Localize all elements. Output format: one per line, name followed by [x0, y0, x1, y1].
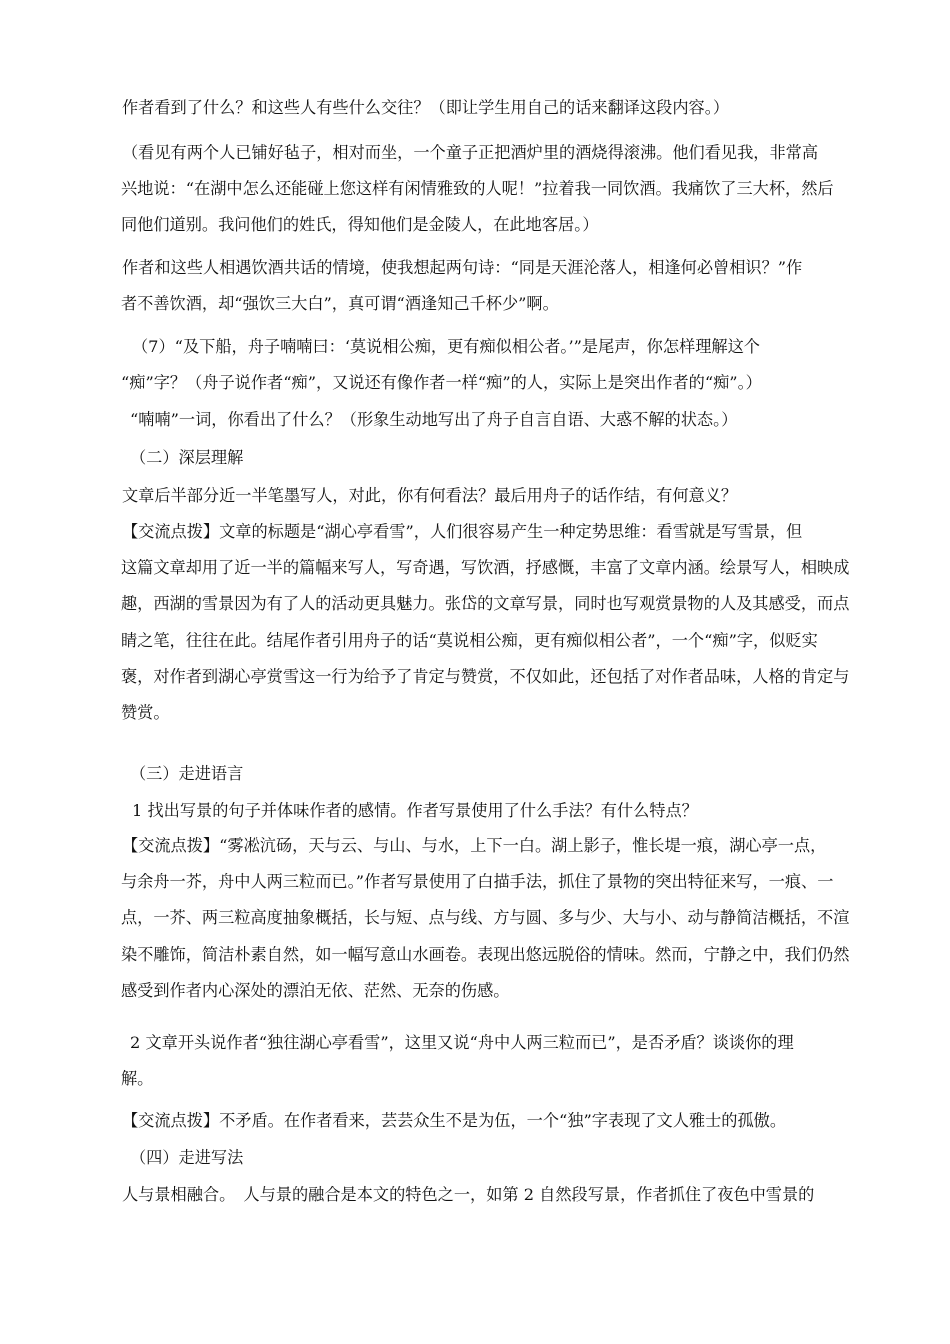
text-line: 2 文章开头说作者“独往湖心亭看雪”，这里又说“舟中人两三粒而已”，是否矛盾？谈谈你的理 — [130, 1033, 794, 1052]
section-heading — [0, 1140, 950, 1176]
text-line: 作者看到了什么？和这些人有些什么交往？（即让学生用自己的话来翻译这段内容。） — [122, 98, 730, 117]
text-line: （7）“及下船，舟子喃喃曰：‘莫说相公痴，更有痴似相公者。’”是尾声，你怎样理解这个 — [132, 337, 760, 356]
text-line: 感受到作者内心深处的漂泊无依、茫然、无奈的伤感。 — [121, 980, 510, 1000]
text-line: “喃喃”一词，你看出了什么？（形象生动地写出了舟子自言自语、大惑不解的状态。） — [130, 410, 738, 429]
paragraph — [0, 329, 950, 401]
section-heading — [0, 440, 950, 476]
text-line: （三）走进语言 — [130, 764, 244, 783]
text-line: （二）深层理解 — [130, 448, 244, 467]
text-line: 赞赏。 — [121, 702, 170, 722]
text-line: 兴地说：“在湖中怎么还能碰上您这样有闲情雅致的人呢！”拉着我一同饮酒。我痛饮了三大杯，然后 — [121, 179, 834, 199]
paragraph — [0, 828, 950, 1009]
text-line: 睛之笔，往往在此。结尾作者引用舟子的话“莫说相公痴，更有痴似相公者”，一个“痴”字，似贬实 — [121, 630, 818, 650]
text-line: 作者和这些人相遇饮酒共话的情境，使我想起两句诗：“同是天涯沦落人，相逢何必曾相识？”作 — [122, 258, 803, 277]
text-line: 点，一芥、两三粒高度抽象概括，长与短、点与线、方与圆、多与少、大与小、动与静简洁概括，不渲 — [121, 908, 850, 928]
paragraph — [0, 478, 950, 514]
paragraph — [0, 1025, 950, 1097]
section-heading — [0, 756, 950, 792]
text-line: 同他们道别。我问他们的姓氏，得知他们是金陵人，在此地客居。） — [121, 215, 599, 235]
text-line: 解。 — [121, 1069, 154, 1089]
text-line: 这篇文章却用了近一半的篇幅来写人，写奇遇，写饮酒，抒感慨，丰富了文章内涵。绘景写人，相映成 — [121, 558, 850, 578]
text-line: （看见有两个人已铺好毡子，相对而坐，一个童子正把酒炉里的酒烧得滚沸。他们看见我，非常高 — [122, 143, 819, 162]
text-line: 趣，西湖的雪景因为有了人的活动更具魅力。张岱的文章写景，同时也写观赏景物的人及其感受，而点 — [121, 594, 850, 614]
text-line: 褒，对作者到湖心亭赏雪这一行为给予了肯定与赞赏，不仅如此，还包括了对作者品味，人格的肯定与 — [121, 666, 850, 686]
paragraph — [0, 1177, 950, 1213]
text-line: 1 找出写景的句子并体味作者的感情。作者写景使用了什么手法？有什么特点？ — [132, 801, 698, 820]
text-line: 【交流点拨】文章的标题是“湖心亭看雪”，人们很容易产生一种定势思维：看雪就是写雪景，但 — [122, 522, 803, 541]
text-line: 染不雕饰，简洁朴素自然，如一幅写意山水画卷。表现出悠远脱俗的情味。然而，宁静之中，我们仍然 — [121, 944, 850, 964]
paragraph — [0, 135, 950, 244]
text-line: “痴”字？（舟子说作者“痴”，又说还有像作者一样“痴”的人，实际上是突出作者的“痴”。） — [121, 373, 762, 393]
text-line: 【交流点拨】不矛盾。在作者看来，芸芸众生不是为伍，一个“独”字表现了文人雅士的孤傲。 — [122, 1111, 787, 1130]
text-line: 【交流点拨】“雾凇沆砀，天与云、与山、与水，上下一白。湖上影子，惟长堤一痕，湖心亭一点， — [122, 836, 827, 855]
text-line: 与余舟一芥，舟中人两三粒而已。”作者写景使用了白描手法，抓住了景物的突出特征来写，一痕、一 — [121, 872, 834, 892]
text-line: 文章后半部分近一半笔墨写人，对此，你有何看法？最后用舟子的话作结，有何意义？ — [122, 486, 738, 505]
paragraph — [0, 793, 950, 829]
paragraph — [0, 402, 950, 438]
paragraph — [0, 514, 950, 731]
text-line: 者不善饮酒，却“强饮三大白”，真可谓“酒逢知己千杯少”啊。 — [121, 294, 559, 314]
paragraph — [0, 90, 950, 126]
paragraph — [0, 1103, 950, 1139]
text-line: （四）走进写法 — [130, 1148, 244, 1167]
text-line: 人与景相融合。 人与景的融合是本文的特色之一，如第 2 自然段写景，作者抓住了夜色中雪景的 — [122, 1185, 815, 1204]
paragraph — [0, 250, 950, 322]
